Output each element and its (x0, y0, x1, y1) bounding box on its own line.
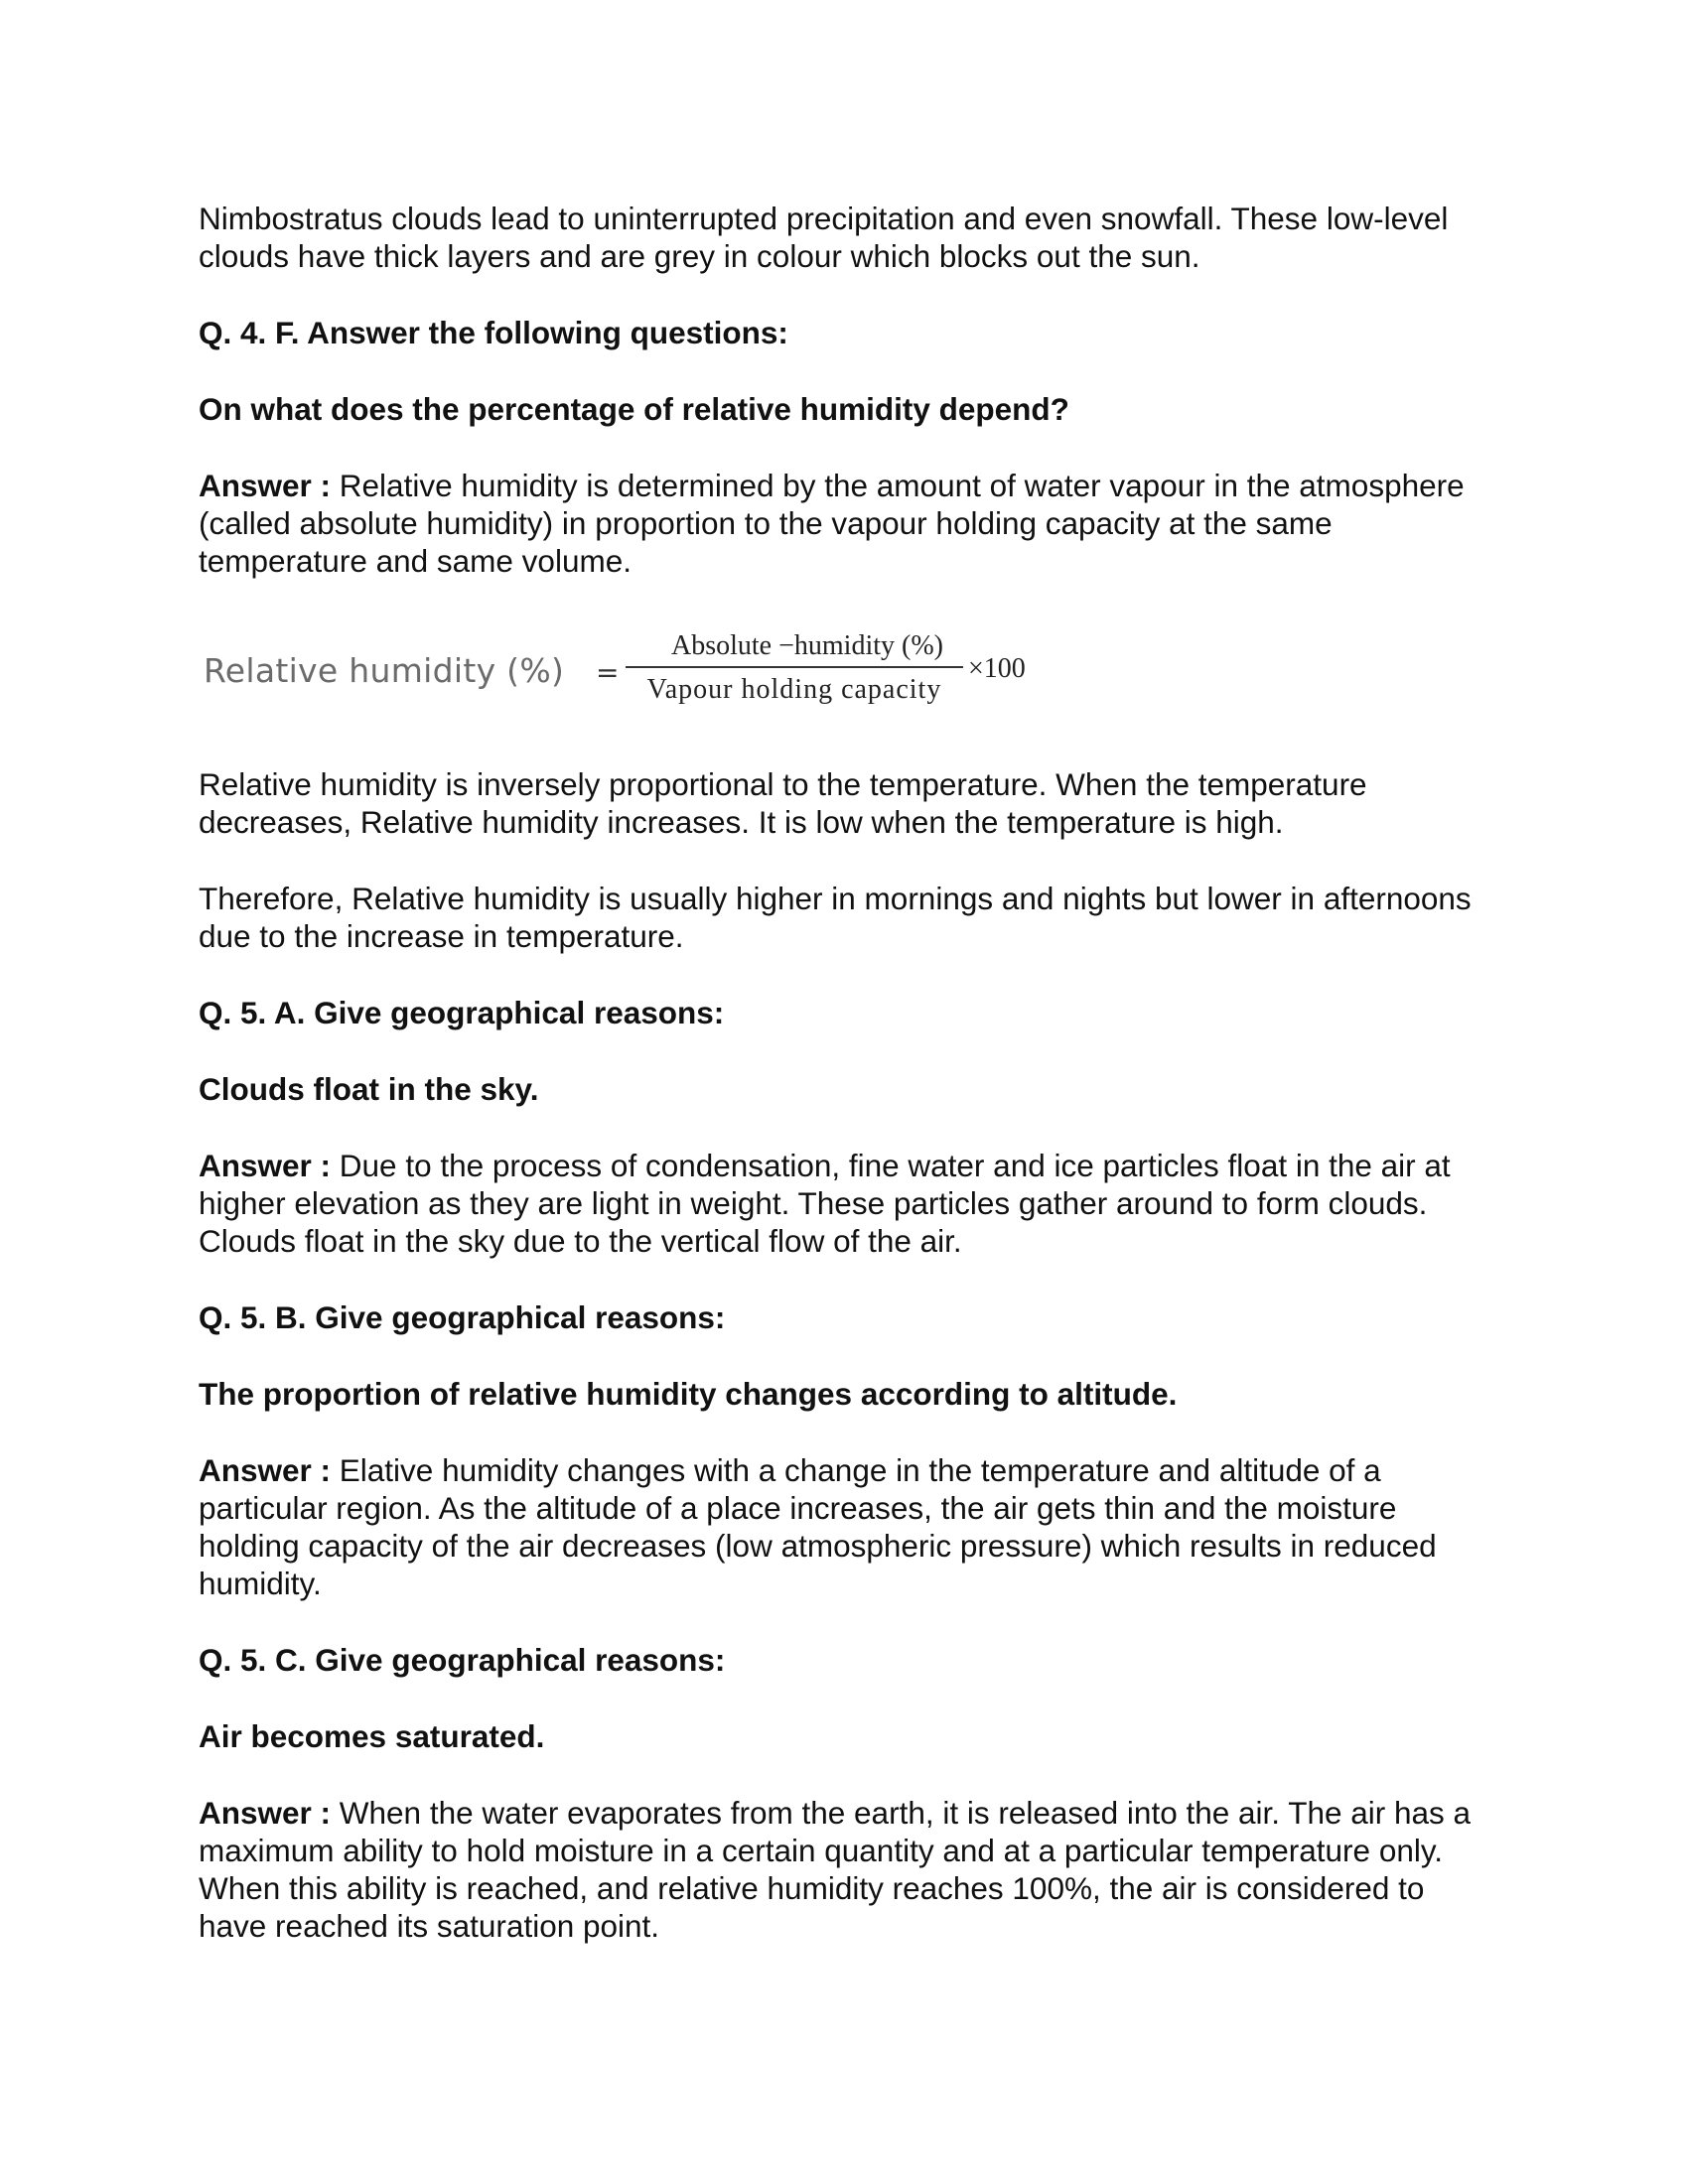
heading-q5b: Q. 5. B. Give geographical reasons: (199, 1299, 726, 1335)
answer-label: Answer : (199, 1452, 332, 1488)
question-q5a: Clouds float in the sky. (199, 1071, 539, 1107)
answer-text: Due to the process of condensation, fine water and ice particles float in the air at higher elevation as they are light in weight. These particles gather around to form clouds. Clouds float in the sky due to the vertical flow of the air. (199, 1148, 1451, 1259)
answer-q5b (199, 1451, 1489, 1602)
formula-numerator: Absolute −humidity (%) (671, 630, 943, 661)
paragraph-inverse: Relative humidity is inversely proportional to the temperature. When the temperature decreases, Relative humidity increases. It is low when the temperature is high. (199, 766, 1367, 840)
relative-humidity-formula (204, 628, 1489, 714)
paragraph-nimbostratus: Nimbostratus clouds lead to uninterrupted precipitation and even snowfall. These low-level clouds have thick layers and are grey in colour which blocks out the sun. (199, 201, 1449, 274)
heading-q5c: Q. 5. C. Give geographical reasons: (199, 1642, 726, 1678)
question-q5c: Air becomes saturated. (199, 1718, 545, 1754)
answer-label: Answer : (199, 1148, 332, 1183)
heading-q4f: Q. 4. F. Answer the following questions: (199, 315, 788, 350)
answer-q4f (199, 467, 1489, 580)
formula-denominator: Vapour holding capacity (646, 674, 942, 705)
answer-q5a (199, 1147, 1489, 1260)
question-q5b: The proportion of relative humidity changes according to altitude. (199, 1376, 1178, 1412)
document-body (199, 200, 1489, 1983)
answer-label: Answer : (199, 468, 332, 503)
formula-fraction (626, 628, 963, 708)
paragraph-therefore: Therefore, Relative humidity is usually higher in mornings and nights but lower in afternoons due to the increase in temperature. (199, 881, 1472, 954)
formula-multiplier: ×100 (968, 653, 1026, 684)
answer-text: Elative humidity changes with a change in the temperature and altitude of a particular region. As the altitude of a place increases, the air gets thin and the moisture holding capacity of the air decreases (low atmospheric pressure) which results in reduced humidity. (199, 1452, 1437, 1601)
heading-q5a: Q. 5. A. Give geographical reasons: (199, 995, 725, 1030)
answer-q5c (199, 1794, 1489, 1945)
answer-text: When the water evaporates from the earth, it is released into the air. The air has a maximum ability to hold moisture in a certain quantity and at a particular temperature only. When this ability is reached, and relative humidity reaches 100%, the air is considered to have reached its saturation point. (199, 1795, 1472, 1944)
formula-lhs: Relative humidity (%) (204, 651, 565, 690)
answer-text: Relative humidity is determined by the amount of water vapour in the atmosphere (called absolute humidity) in proportion to the vapour holding capacity at the same temperature and same volume. (199, 468, 1465, 579)
answer-label: Answer : (199, 1795, 332, 1831)
question-q4f: On what does the percentage of relative humidity depend? (199, 391, 1069, 427)
formula-equals: = (596, 656, 620, 689)
